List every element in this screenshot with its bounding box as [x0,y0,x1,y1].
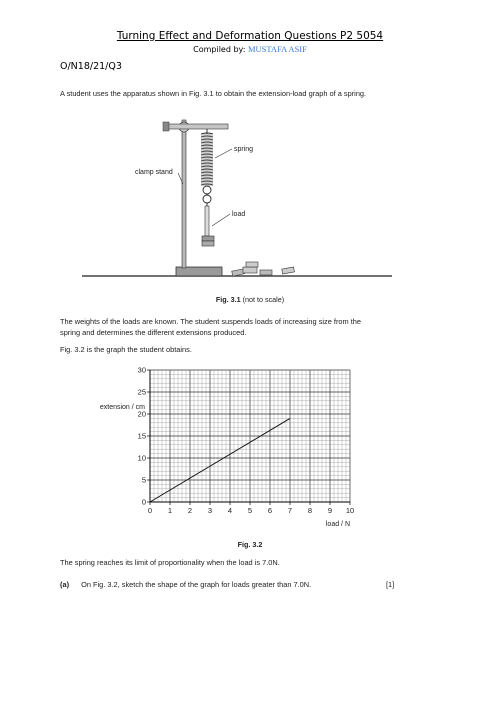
part-a-text: On Fig. 3.2, sketch the shape of the graph for loads greater than 7.0N. [81,580,312,589]
figure2-caption-number: Fig. 3.2 [237,540,263,549]
paragraph-loads-line2: spring and determines the different extensions produced. [60,327,247,337]
x-tick-label: 2 [187,506,193,515]
paragraph-limit: The spring reaches its limit of proportionality when the load is 7.0N. [60,558,280,567]
spring-label-line [215,149,232,158]
x-tick-label: 0 [147,506,153,515]
y-tick-label: 5 [141,475,146,485]
load-label: load [232,211,246,218]
x-tick-label: 6 [267,506,273,515]
y-tick-label: 0 [141,497,146,507]
paragraph-loads-line1: The weights of the loads are known. The student suspends loads of increasing size from the [60,317,361,326]
load-hanger [205,206,209,236]
spring-loop [203,186,211,194]
stand-base [176,267,222,276]
x-tick-label: 7 [287,506,293,515]
x-tick-label: 10 [345,506,355,515]
figure1-caption-number: Fig. 3.1 [215,295,241,304]
load-mass [202,241,214,246]
part-a-marks: [1] [386,580,395,589]
x-tick-label: 1 [167,506,173,515]
apparatus-figure [60,108,440,284]
document-title: Turning Effect and Deformation Questions P2 5054 [116,30,384,42]
x-tick-label: 5 [247,506,253,515]
load-label-line [212,214,230,226]
x-tick-label: 8 [307,506,313,515]
load-mass [202,236,214,241]
y-tick-label: 30 [137,365,146,375]
extension-load-chart [70,362,370,532]
hook-loop [203,195,211,203]
x-axis-label: load / N [325,521,350,528]
x-tick-label: 9 [327,506,333,515]
compiled-by-line [0,44,500,54]
clamp-knob [163,122,169,131]
y-axis-label: extension / cm [99,404,145,411]
question-part-a [60,580,460,591]
part-a-label: (a) [60,580,70,589]
paragraph-loads [60,317,460,338]
spring-coil [201,129,213,186]
spring-label: spring [234,146,254,153]
author-name: MUSTAFA ASIF [247,44,307,54]
stand-rod [182,120,186,268]
x-tick-label: 3 [207,506,213,515]
question-reference: O/N18/21/Q3 [60,61,122,72]
spare-masses [232,262,295,276]
figure1-caption-note: (not to scale) [240,295,285,304]
clamp-stand-label: clamp stand [135,169,173,176]
y-tick-label: 15 [137,431,146,441]
intro-text: A student uses the apparatus shown in Fig. 3.1 to obtain the extension-load graph of a spring. [60,89,367,98]
y-tick-label: 10 [137,453,146,463]
paragraph-graph-intro: Fig. 3.2 is the graph the student obtains. [60,345,192,354]
chart-grid [150,370,350,502]
chart-series [150,418,290,502]
y-tick-label: 20 [137,409,146,419]
data-line [150,418,290,502]
figure2-caption [0,540,500,549]
y-tick-label: 25 [137,387,146,397]
figure1-caption [0,295,500,304]
clamp-arm [168,124,228,129]
x-tick-label: 4 [227,506,233,515]
compiled-by-label: Compiled by: [193,45,246,54]
